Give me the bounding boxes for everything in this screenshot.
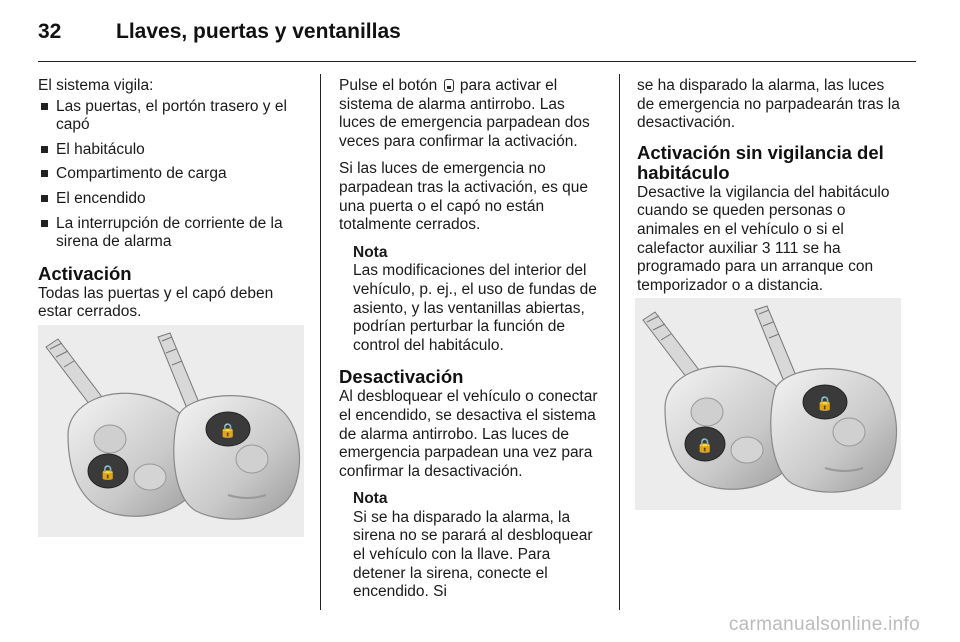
note-box [339,490,603,602]
deactivation-heading: Desactivación [339,366,464,388]
activation-instructions [339,77,603,151]
list-item: El encendido [38,190,306,209]
no-interior-monitoring-heading: Activación sin vigilancia del habitáculo [637,141,884,183]
list-item: El habitáculo [38,141,306,160]
page-title: Llaves, puertas y ventanillas [116,20,401,43]
note-text: Si se ha disparado la alarma, la sirena no se parará al desbloquear el vehículo con la llave. Para detener la sirena, conecte el encendido. Si [353,508,593,601]
watermark: carmanualsonline.info [728,614,920,635]
note-title: Nota [353,243,388,261]
no-interior-monitoring-text [637,184,903,296]
text-fragment: 111 se ha programado para un arranque con temporizador o a distancia. [637,239,874,294]
intro-text: El sistema vigila: [38,77,154,94]
column-divider-2 [619,74,620,610]
text-fragment: para activar el sistema de alarma antirrobo. Las luces de emergencia parpadean dos veces para confirmar la activación. [339,77,590,150]
column-3 [637,77,903,304]
svg-text:🔒: 🔒 [99,465,117,481]
note-text: Las modificaciones del interior del vehículo, p. ej., el uso de fundas de asiento, y las ventanillas abiertas, podrían perturbar la función de control del habitáculo. [353,262,597,354]
svg-text:🔒: 🔒 [696,438,714,454]
activation-heading: Activación [38,262,132,284]
text-fragment: Desactive la vigilancia del habitáculo cuando se queden personas o animales en el vehículo o si el calefactor auxiliar [637,183,890,257]
key-fob [771,369,897,493]
column-2 [339,77,603,610]
column-divider-1 [320,74,321,610]
svg-text:🔒: 🔒 [816,396,834,412]
page-header [38,14,918,48]
list-item: Compartimento de carga [38,165,306,184]
monitored-list [38,98,306,252]
page-number: 32 [38,20,62,43]
activation-text: Todas las puertas y el capó deben estar cerrados. [38,284,274,321]
key-fobs-illustration-lock [38,325,304,537]
page-reference-arrow-icon: 3 [761,239,771,257]
key-fob [174,396,300,520]
emergency-lights-text: Si las luces de emergencia no parpadean tras la activación, es que una puerta o el capó no están totalmente cerrados. [339,160,589,234]
svg-text:🔒: 🔒 [219,423,237,439]
note-box [339,244,603,356]
lock-button-icon [444,79,454,92]
deactivation-text: Al desbloquear el vehículo o conectar el encendido, se desactiva el sistema de alarma antirrobo. Las luces de emergencia parpadean una vez para confirmar la desactivación. [339,388,598,480]
note-title: Nota [353,490,388,508]
text-fragment: Pulse el botón [339,77,438,94]
header-rule [38,61,916,62]
continued-text: se ha disparado la alarma, las luces de emergencia no parpadearán tras la desactivación. [637,77,900,132]
list-item: La interrupción de corriente de la sirena de alarma [38,215,306,252]
column-1 [38,77,306,331]
list-item: Las puertas, el portón trasero y el capó [38,98,306,135]
key-fobs-illustration-no-interior [635,298,901,510]
